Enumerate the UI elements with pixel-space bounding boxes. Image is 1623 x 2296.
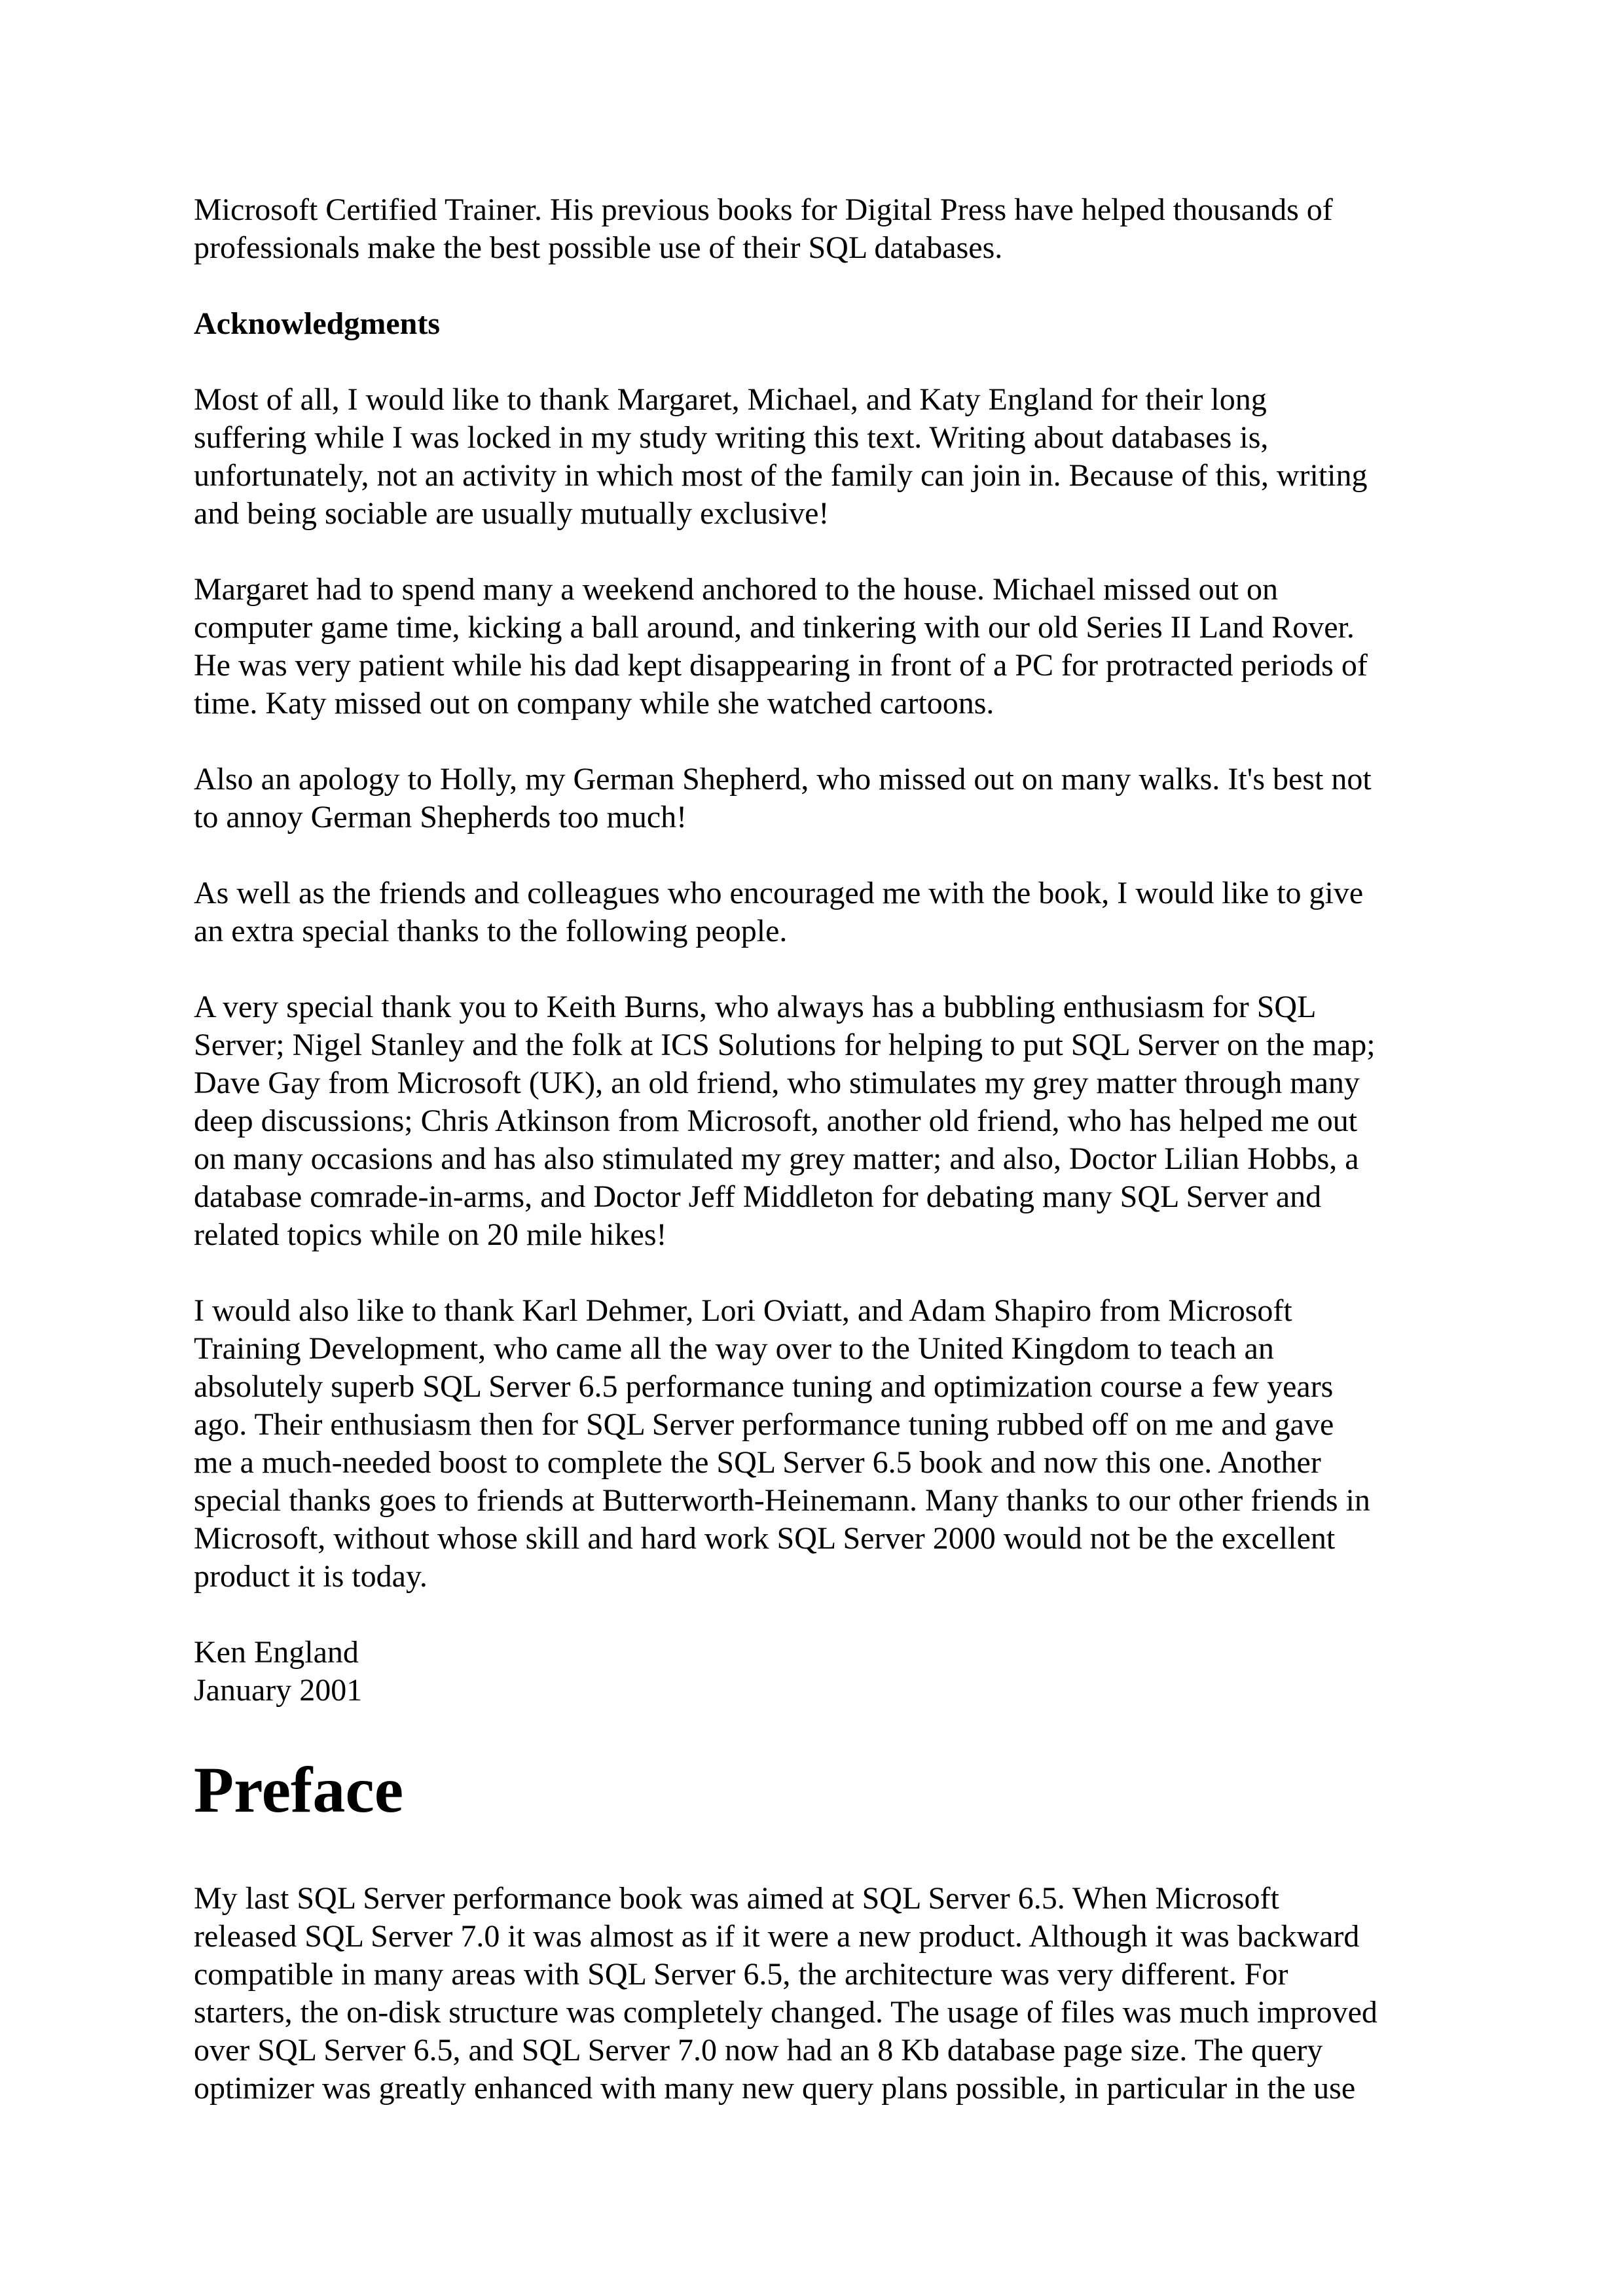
- text-line: Microsoft Certified Trainer. His previous books for Digital Press have helped thousands of: [194, 192, 1333, 227]
- text-line: Dave Gay from Microsoft (UK), an old friend, who stimulates my grey matter through many: [194, 1066, 1360, 1100]
- acknowledgments-paragraph-margaret: [194, 571, 1451, 723]
- text-line: I would also like to thank Karl Dehmer, Lori Oviatt, and Adam Shapiro from Microsoft: [194, 1293, 1292, 1328]
- text-line: absolutely superb SQL Server 6.5 performance tuning and optimization course a few years: [194, 1369, 1334, 1404]
- text-line: an extra special thanks to the following people.: [194, 914, 788, 948]
- text-line: unfortunately, not an activity in which most of the family can join in. Because of this, writing: [194, 458, 1368, 493]
- text-line: database comrade-in-arms, and Doctor Jeff Middleton for debating many SQL Server and: [194, 1179, 1322, 1214]
- preface-paragraph: [194, 1880, 1451, 2108]
- text-line: ago. Their enthusiasm then for SQL Server performance tuning rubbed off on me and gave: [194, 1407, 1334, 1442]
- text-line: Margaret had to spend many a weekend anchored to the house. Michael missed out on: [194, 572, 1278, 607]
- text-line: My last SQL Server performance book was aimed at SQL Server 6.5. When Microsoft: [194, 1881, 1279, 1916]
- text-line: me a much-needed boost to complete the SQL Server 6.5 book and now this one. Another: [194, 1445, 1321, 1480]
- text-line: A very special thank you to Keith Burns, who always has a bubbling enthusiasm for SQL: [194, 990, 1317, 1024]
- acknowledgments-paragraph-microsoft-training: [194, 1292, 1451, 1596]
- text-line: professionals make the best possible use of their SQL databases.: [194, 230, 1003, 265]
- text-line: He was very patient while his dad kept disappearing in front of a PC for protracted periods of: [194, 648, 1368, 683]
- text-line: Most of all, I would like to thank Margaret, Michael, and Katy England for their long: [194, 382, 1267, 417]
- text-line: time. Katy missed out on company while she watched cartoons.: [194, 686, 994, 721]
- text-line: released SQL Server 7.0 it was almost as if it were a new product. Although it was backward: [194, 1919, 1360, 1954]
- text-line: computer game time, kicking a ball around, and tinkering with our old Series II Land Rover.: [194, 610, 1355, 645]
- document-page: [194, 191, 1451, 2108]
- text-line: compatible in many areas with SQL Server 6.5, the architecture was very different. For: [194, 1957, 1288, 1992]
- text-line: As well as the friends and colleagues who encouraged me with the book, I would like to give: [194, 876, 1364, 910]
- signature-date: January 2001: [194, 1673, 363, 1708]
- text-line: Microsoft, without whose skill and hard work SQL Server 2000 would not be the excellent: [194, 1521, 1336, 1556]
- intro-paragraph: [194, 191, 1451, 267]
- text-line: deep discussions; Chris Atkinson from Microsoft, another old friend, who has helped me out: [194, 1103, 1358, 1138]
- text-line: starters, the on-disk structure was completely changed. The usage of files was much improved: [194, 1995, 1377, 2030]
- text-line: Training Development, who came all the way over to the United Kingdom to teach an: [194, 1331, 1274, 1366]
- acknowledgments-paragraph-special-thanks: [194, 988, 1451, 1254]
- signature-block: [194, 1634, 1451, 1710]
- text-line: Server; Nigel Stanley and the folk at ICS Solutions for helping to put SQL Server on the map;: [194, 1028, 1376, 1062]
- acknowledgments-paragraph-holly: [194, 761, 1451, 836]
- text-line: Also an apology to Holly, my German Shepherd, who missed out on many walks. It's best not: [194, 762, 1372, 797]
- text-line: product it is today.: [194, 1559, 428, 1594]
- acknowledgments-paragraph-friends: [194, 874, 1451, 950]
- text-line: to annoy German Shepherds too much!: [194, 800, 687, 834]
- preface-title: Preface: [194, 1753, 404, 1826]
- text-line: suffering while I was locked in my study writing this text. Writing about databases is,: [194, 420, 1269, 455]
- acknowledgments-paragraph-family: [194, 381, 1451, 533]
- acknowledgments-heading: Acknowledgments: [194, 306, 441, 341]
- text-line: over SQL Server 6.5, and SQL Server 7.0 now had an 8 Kb database page size. The query: [194, 2033, 1323, 2068]
- text-line: and being sociable are usually mutually exclusive!: [194, 496, 830, 531]
- signature-name: Ken England: [194, 1635, 359, 1670]
- text-line: special thanks goes to friends at Butterworth-Heinemann. Many thanks to our other friends in: [194, 1483, 1370, 1518]
- text-line: related topics while on 20 mile hikes!: [194, 1217, 667, 1252]
- text-line: optimizer was greatly enhanced with many new query plans possible, in particular in the use: [194, 2071, 1356, 2106]
- text-line: on many occasions and has also stimulated my grey matter; and also, Doctor Lilian Hobbs, a: [194, 1141, 1359, 1176]
